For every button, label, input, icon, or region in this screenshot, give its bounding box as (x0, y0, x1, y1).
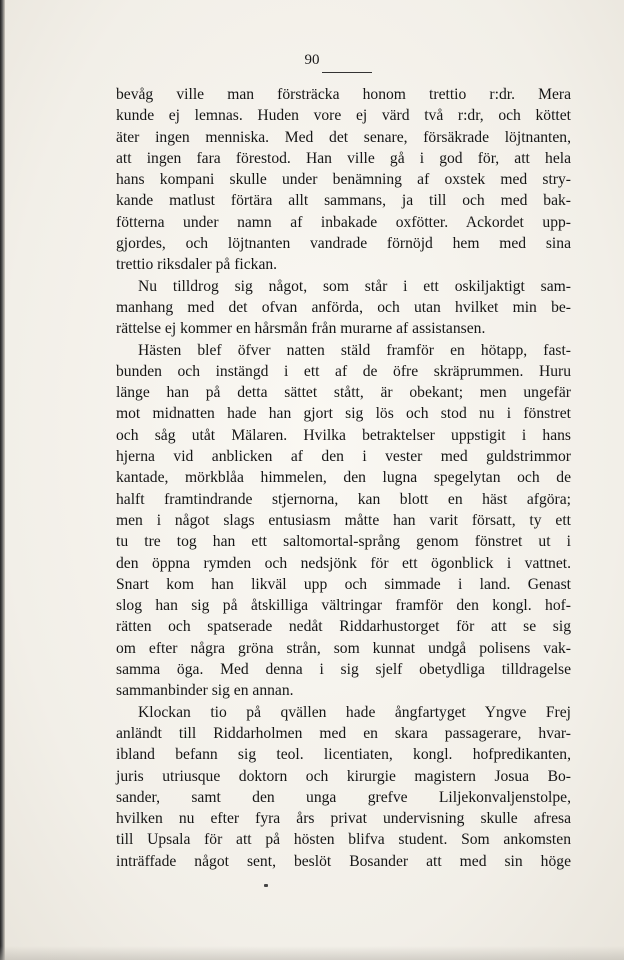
text-line: bevåg ville man försträcka honom trettio r:dr. Mera (116, 86, 571, 103)
page-number-rule (322, 72, 372, 73)
text-line: rättelse ej kommer en hårsmån från murarne af assistansen. (116, 320, 486, 338)
text-line: Snart kom han likväl upp och simmade i land. Genast (116, 575, 571, 593)
text-line: kunde ej lemnas. Huden vore ej värd två r:dr, och köttet (116, 107, 571, 125)
text-line: den öppna rymden och nedsjönk för ett ögonblick i vattnet. (116, 554, 571, 572)
text-line: gjordes, och löjtnanten vandrade förnöjd hem med sina (116, 235, 571, 253)
paragraph-start: Hästen blef öfver natten stäld framför en hötapp, fast- (138, 341, 571, 359)
text-line: till Upsala för att på hösten blifva student. Som ankomsten (116, 831, 571, 849)
page-binding-edge (0, 0, 5, 960)
text-line: länge han på detta sättet stått, är obekant; men ungefär (116, 384, 571, 402)
page-number: 90 (304, 52, 320, 68)
text-line: halft framtindrande stjernorna, kan blott en häst afgöra; (116, 490, 571, 508)
text-line: slog han sig på åtskilliga vältringar framför den kongl. hof- (116, 597, 571, 615)
ink-speck (264, 884, 268, 887)
text-line: kantade, mörkblåa himmelen, den lugna spegelytan och de (116, 469, 571, 487)
text-line: att ingen fara förestod. Han ville gå i god för, att hela (116, 149, 571, 167)
text-line: om efter några gröna strån, som kunnat undgå polisens vak- (116, 639, 571, 657)
text-line: trettio riksdaler på fickan. (116, 256, 278, 274)
text-line: manhang med det ofvan anförda, och utan hvilket min be- (116, 298, 571, 316)
text-line: hvilken nu efter fyra års privat undervisning skulle afresa (116, 810, 571, 828)
text-line: och såg utåt Mälaren. Hvilka betraktelser uppstigit i hans (116, 426, 571, 444)
text-line: anländt till Riddarholmen med en skara passagerare, hvar- (116, 724, 571, 742)
text-line: inträffade något sent, beslöt Bosander att med sin höge (116, 852, 571, 870)
text-line: sammanbinder sig en annan. (116, 682, 294, 700)
text-line: kande matlust förtära allt sammans, ja till och med bak- (116, 192, 571, 210)
text-line: bunden och instängd i ett af de öfre skräprummen. Huru (116, 362, 571, 380)
text-line: hjerna vid anblicken af den i vester med guldstrimmor (116, 448, 571, 466)
text-line: tu tre tog han ett saltomortal-språng genom fönstret ut i (116, 533, 571, 551)
text-line: sander, samt den unga grefve Liljekonvaljenstolpe, (116, 788, 571, 806)
body-text (116, 84, 571, 872)
paragraph-start: Klockan tio på qvällen hade ångfartyget Yngve Frej (138, 703, 571, 721)
text-line: hans kompani skulle under benämning af oxstek med stry- (116, 171, 571, 189)
text-line: fötterna under namn af inbakade oxfötter. Ackordet upp- (116, 213, 571, 231)
text-line: ibland befann sig teol. licentiaten, kongl. hofpredikanten, (116, 746, 571, 764)
text-line: men i något slags entusiasm måtte han varit försatt, ty ett (116, 511, 571, 529)
text-line: samma öga. Med denna i sig sjelf obetydliga tilldragelse (116, 661, 571, 679)
paragraph-start: Nu tilldrog sig något, som står i ett oskiljaktigt sam- (138, 277, 571, 295)
text-line: äter ingen menniska. Med det senare, försäkrade löjtnanten, (116, 128, 571, 146)
page-bottom-edge (0, 946, 624, 960)
text-line: juris utriusque doktorn och kirurgie magistern Josua Bo- (116, 767, 571, 785)
text-line: mot midnatten hade han gjort sig lös och stod nu i fönstret (116, 405, 571, 423)
text-line: rätten och spatserade nedåt Riddarhustorget för att se sig (116, 618, 571, 636)
